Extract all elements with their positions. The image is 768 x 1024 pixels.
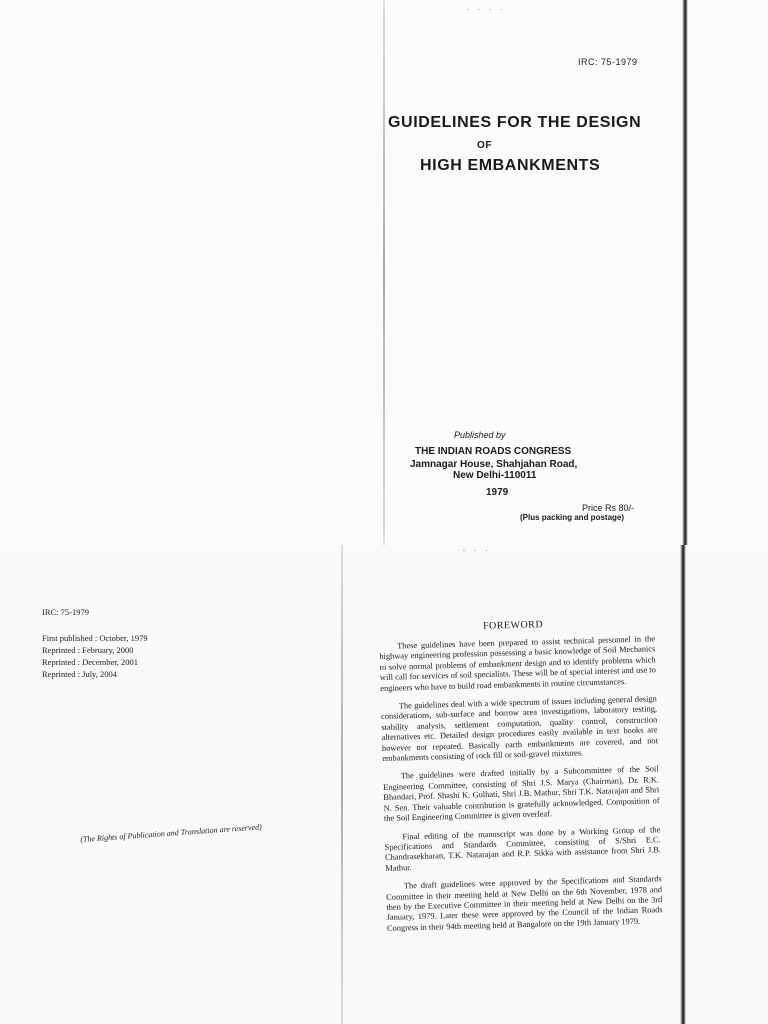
page-edge-shadow (680, 545, 686, 1024)
page-fold (341, 545, 343, 1024)
publication-year: 1979 (486, 487, 509, 498)
foreword-heading: FOREWORD (482, 619, 544, 632)
title-line-3: HIGH EMBANKMENTS (420, 157, 601, 174)
foreword-paragraph: The guidelines deal with a wide spectrum of issues including general design considerations, sub-surface and borrow area investigations, laboratory testing, stability analysis, settlement computation, quality control, construction alternatives etc. Detailed design procedures easily available in text books are however not repeated. Basically earth embankments are covered, and not embankments consisting of rock fill or soil-gravel mixtures. (380, 694, 658, 764)
price-note: (Plus packing and postage) (520, 513, 625, 522)
history-line: Reprinted : December, 2001 (42, 657, 138, 667)
foreword-body (379, 634, 663, 942)
page-fold (383, 0, 385, 545)
scan-mark: - - - (462, 547, 491, 554)
foreword-paragraph: The draft guidelines were approved by the Specifications and Standards Committee in their meeting held at New Delhi on the 6th November, 1978 and then by the Executive Committee in their meeting held at New Delhi on the 3rd January, 1979. Later these were approved by the Council of the Indian Roads Congress in their 94th meeting held at Bangalore on the 19th January 1979. (385, 874, 663, 933)
scan-mark: - - - - (466, 6, 506, 13)
price: Price Rs 80/- (582, 503, 635, 513)
foreword-spread (0, 545, 768, 1024)
verso-block (42, 606, 148, 680)
foreword-paragraph: These guidelines have been prepared to assist technical personnel in the highway engineering profession possessing a basic knowledge of Soil Mechanics to solve normal problems of embankment design and to identify problems which will call for services of soil specialists. These will be of special interest and use to engineers who have to build road embankments in routine circumstances. (379, 634, 657, 693)
published-by-label: Published by (454, 430, 506, 440)
publisher-name: THE INDIAN ROADS CONGRESS (415, 446, 572, 457)
publisher-address-2: New Delhi-110011 (453, 470, 537, 481)
history-line: First published : October, 1979 (42, 633, 148, 643)
publisher-address-1: Jamnagar House, Shahjahan Road, (410, 459, 578, 470)
history-line: Reprinted : July, 2004 (42, 669, 117, 679)
rights-notice: (The Rights of Publication and Translation are reserved) (80, 822, 263, 844)
foreword-paragraph: Final editing of the manuscript was done by a Working Group of the Specifications and Standards Committee, consisting of S/Shri E.C. Chandrasekharan, T.K. Natarajan and R.P. Sikka with assistance from Shri J.B. Mathur. (384, 824, 662, 873)
document-code: IRC: 75-1979 (578, 57, 638, 67)
page-edge-shadow (682, 0, 688, 545)
foreword-paragraph: The guidelines were drafted initially by a Subcommittee of the Soil Engineering Committee, consisting of Shri J.S. Marya (Chairman), Dr. R.K. Bhandari, Prof. Shashi K. Gulhati, Shri J.B. Mathur, Shri T.K. Natarajan and Shri N. Sen. Their valuable contribution is gratefully acknowledged. Composition of the Soil Engineering Committee is given overleaf. (382, 764, 660, 824)
verso-code: IRC: 75-1979 (42, 607, 89, 617)
title-line-2: OF (477, 140, 493, 151)
title-line-1: GUIDELINES FOR THE DESIGN (388, 114, 642, 131)
history-line: Reprinted : February, 2000 (42, 645, 134, 655)
